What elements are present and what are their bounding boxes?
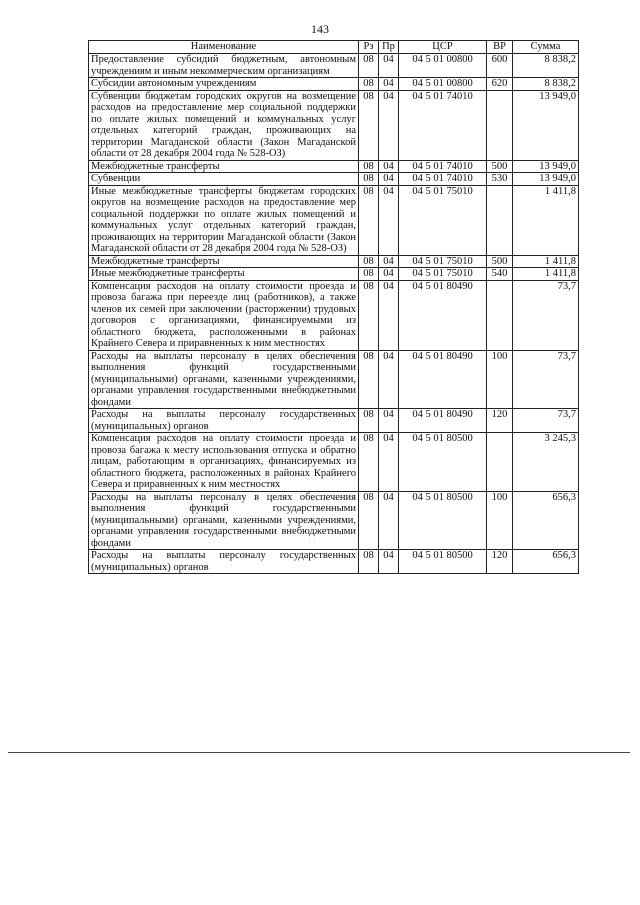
row-name: Расходы на выплаты персоналу в целях обеспечения выполнения функций государственными (муниципальными) органами, казенными учреждениями, органами управления государственными внебюджетными фондами	[89, 350, 359, 409]
row-vr	[487, 280, 513, 350]
row-csr: 04 5 01 00800	[399, 78, 487, 91]
row-csr: 04 5 01 75010	[399, 255, 487, 268]
row-vr: 100	[487, 350, 513, 409]
row-csr: 04 5 01 80490	[399, 409, 487, 433]
bottom-divider	[8, 752, 630, 753]
row-vr	[487, 185, 513, 255]
row-vr	[487, 433, 513, 492]
row-csr: 04 5 01 74010	[399, 173, 487, 186]
budget-table	[88, 40, 579, 574]
row-csr: 04 5 01 74010	[399, 160, 487, 173]
row-sum: 73,7	[513, 350, 579, 409]
row-rz: 08	[359, 255, 379, 268]
row-vr: 120	[487, 550, 513, 574]
row-name: Предоставление субсидий бюджетным, автономным учреждениям и иным некоммерческим организациям	[89, 54, 359, 78]
row-name: Межбюджетные трансферты	[89, 255, 359, 268]
row-csr: 04 5 01 80490	[399, 350, 487, 409]
row-pr: 04	[379, 268, 399, 281]
row-sum: 13 949,0	[513, 160, 579, 173]
row-vr: 500	[487, 160, 513, 173]
row-csr: 04 5 01 75010	[399, 268, 487, 281]
row-sum: 73,7	[513, 409, 579, 433]
row-rz: 08	[359, 160, 379, 173]
row-pr: 04	[379, 550, 399, 574]
table-row	[89, 550, 579, 574]
row-name: Компенсация расходов на оплату стоимости проезда и провоза багажа при переезде лиц (работников), а также членов их семей при заключении (расторжении) трудовых договоров с организациями, финансируемыми из областного бюджета, расположенными в районах Крайнего Севера и приравненных к ним местностях	[89, 280, 359, 350]
row-rz: 08	[359, 54, 379, 78]
row-name: Субсидии автономным учреждениям	[89, 78, 359, 91]
header-csr: ЦСР	[399, 41, 487, 54]
row-csr: 04 5 01 80490	[399, 280, 487, 350]
header-pr: Пр	[379, 41, 399, 54]
header-name: Наименование	[89, 41, 359, 54]
row-vr: 530	[487, 173, 513, 186]
row-name: Иные межбюджетные трансферты	[89, 268, 359, 281]
table-row	[89, 433, 579, 492]
row-sum: 73,7	[513, 280, 579, 350]
row-csr: 04 5 01 80500	[399, 550, 487, 574]
row-name: Межбюджетные трансферты	[89, 160, 359, 173]
row-name: Субвенции	[89, 173, 359, 186]
row-sum: 8 838,2	[513, 78, 579, 91]
row-name: Расходы на выплаты персоналу государственных (муниципальных) органов	[89, 409, 359, 433]
row-rz: 08	[359, 90, 379, 160]
row-sum: 1 411,8	[513, 255, 579, 268]
table-row	[89, 491, 579, 550]
table-body	[89, 54, 579, 574]
row-pr: 04	[379, 350, 399, 409]
row-vr: 100	[487, 491, 513, 550]
row-pr: 04	[379, 185, 399, 255]
table-header-row	[89, 41, 579, 54]
row-csr: 04 5 01 80500	[399, 433, 487, 492]
row-name: Расходы на выплаты персоналу государственных (муниципальных) органов	[89, 550, 359, 574]
header-sum: Сумма	[513, 41, 579, 54]
header-vr: ВР	[487, 41, 513, 54]
table-row	[89, 54, 579, 78]
row-pr: 04	[379, 409, 399, 433]
row-rz: 08	[359, 78, 379, 91]
row-rz: 08	[359, 173, 379, 186]
row-pr: 04	[379, 255, 399, 268]
row-rz: 08	[359, 550, 379, 574]
row-csr: 04 5 01 75010	[399, 185, 487, 255]
row-csr: 04 5 01 80500	[399, 491, 487, 550]
row-name: Иные межбюджетные трансферты бюджетам городских округов на возмещение расходов на предоставление мер социальной поддержки по оплате жилых помещений и коммунальных услуг отдельных категорий граждан, проживающих на территории Магаданской области (Закон Магаданской области от 28 декабря 2004 года № 528-ОЗ)	[89, 185, 359, 255]
row-sum: 8 838,2	[513, 54, 579, 78]
row-pr: 04	[379, 173, 399, 186]
row-pr: 04	[379, 78, 399, 91]
table-row	[89, 173, 579, 186]
row-pr: 04	[379, 90, 399, 160]
row-pr: 04	[379, 491, 399, 550]
row-sum: 656,3	[513, 550, 579, 574]
table-row	[89, 255, 579, 268]
row-vr: 540	[487, 268, 513, 281]
row-vr: 500	[487, 255, 513, 268]
row-pr: 04	[379, 160, 399, 173]
table-row	[89, 350, 579, 409]
table-row	[89, 78, 579, 91]
row-rz: 08	[359, 491, 379, 550]
row-csr: 04 5 01 00800	[399, 54, 487, 78]
row-pr: 04	[379, 54, 399, 78]
page-number: 143	[311, 22, 329, 36]
row-name: Субвенции бюджетам городских округов на возмещение расходов на предоставление мер социальной поддержки по оплате жилых помещений и коммунальных услуг отдельных категорий граждан, проживающих на территории Магаданской области (Закон Магаданской области от 28 декабря 2004 года № 528-ОЗ)	[89, 90, 359, 160]
row-pr: 04	[379, 280, 399, 350]
row-name: Расходы на выплаты персоналу в целях обеспечения выполнения функций государственными (муниципальными) органами, казенными учреждениями, органами управления государственными внебюджетными фондами	[89, 491, 359, 550]
row-rz: 08	[359, 280, 379, 350]
table-row	[89, 160, 579, 173]
row-vr: 600	[487, 54, 513, 78]
row-rz: 08	[359, 409, 379, 433]
row-sum: 656,3	[513, 491, 579, 550]
row-rz: 08	[359, 433, 379, 492]
row-vr: 120	[487, 409, 513, 433]
table-row	[89, 185, 579, 255]
row-rz: 08	[359, 350, 379, 409]
row-sum: 1 411,8	[513, 185, 579, 255]
table-row	[89, 90, 579, 160]
row-rz: 08	[359, 268, 379, 281]
table-row	[89, 268, 579, 281]
row-rz: 08	[359, 185, 379, 255]
table-row	[89, 409, 579, 433]
row-vr: 620	[487, 78, 513, 91]
header-rz: Рз	[359, 41, 379, 54]
row-vr	[487, 90, 513, 160]
row-csr: 04 5 01 74010	[399, 90, 487, 160]
row-pr: 04	[379, 433, 399, 492]
row-sum: 13 949,0	[513, 173, 579, 186]
row-sum: 13 949,0	[513, 90, 579, 160]
table-row	[89, 280, 579, 350]
row-sum: 1 411,8	[513, 268, 579, 281]
row-name: Компенсация расходов на оплату стоимости проезда и провоза багажа к месту использования отпуска и обратно лицам, работающим в организациях, финансируемых из областного бюджета, расположенных в районах Крайнего Севера и приравненных к ним местностях	[89, 433, 359, 492]
row-sum: 3 245,3	[513, 433, 579, 492]
